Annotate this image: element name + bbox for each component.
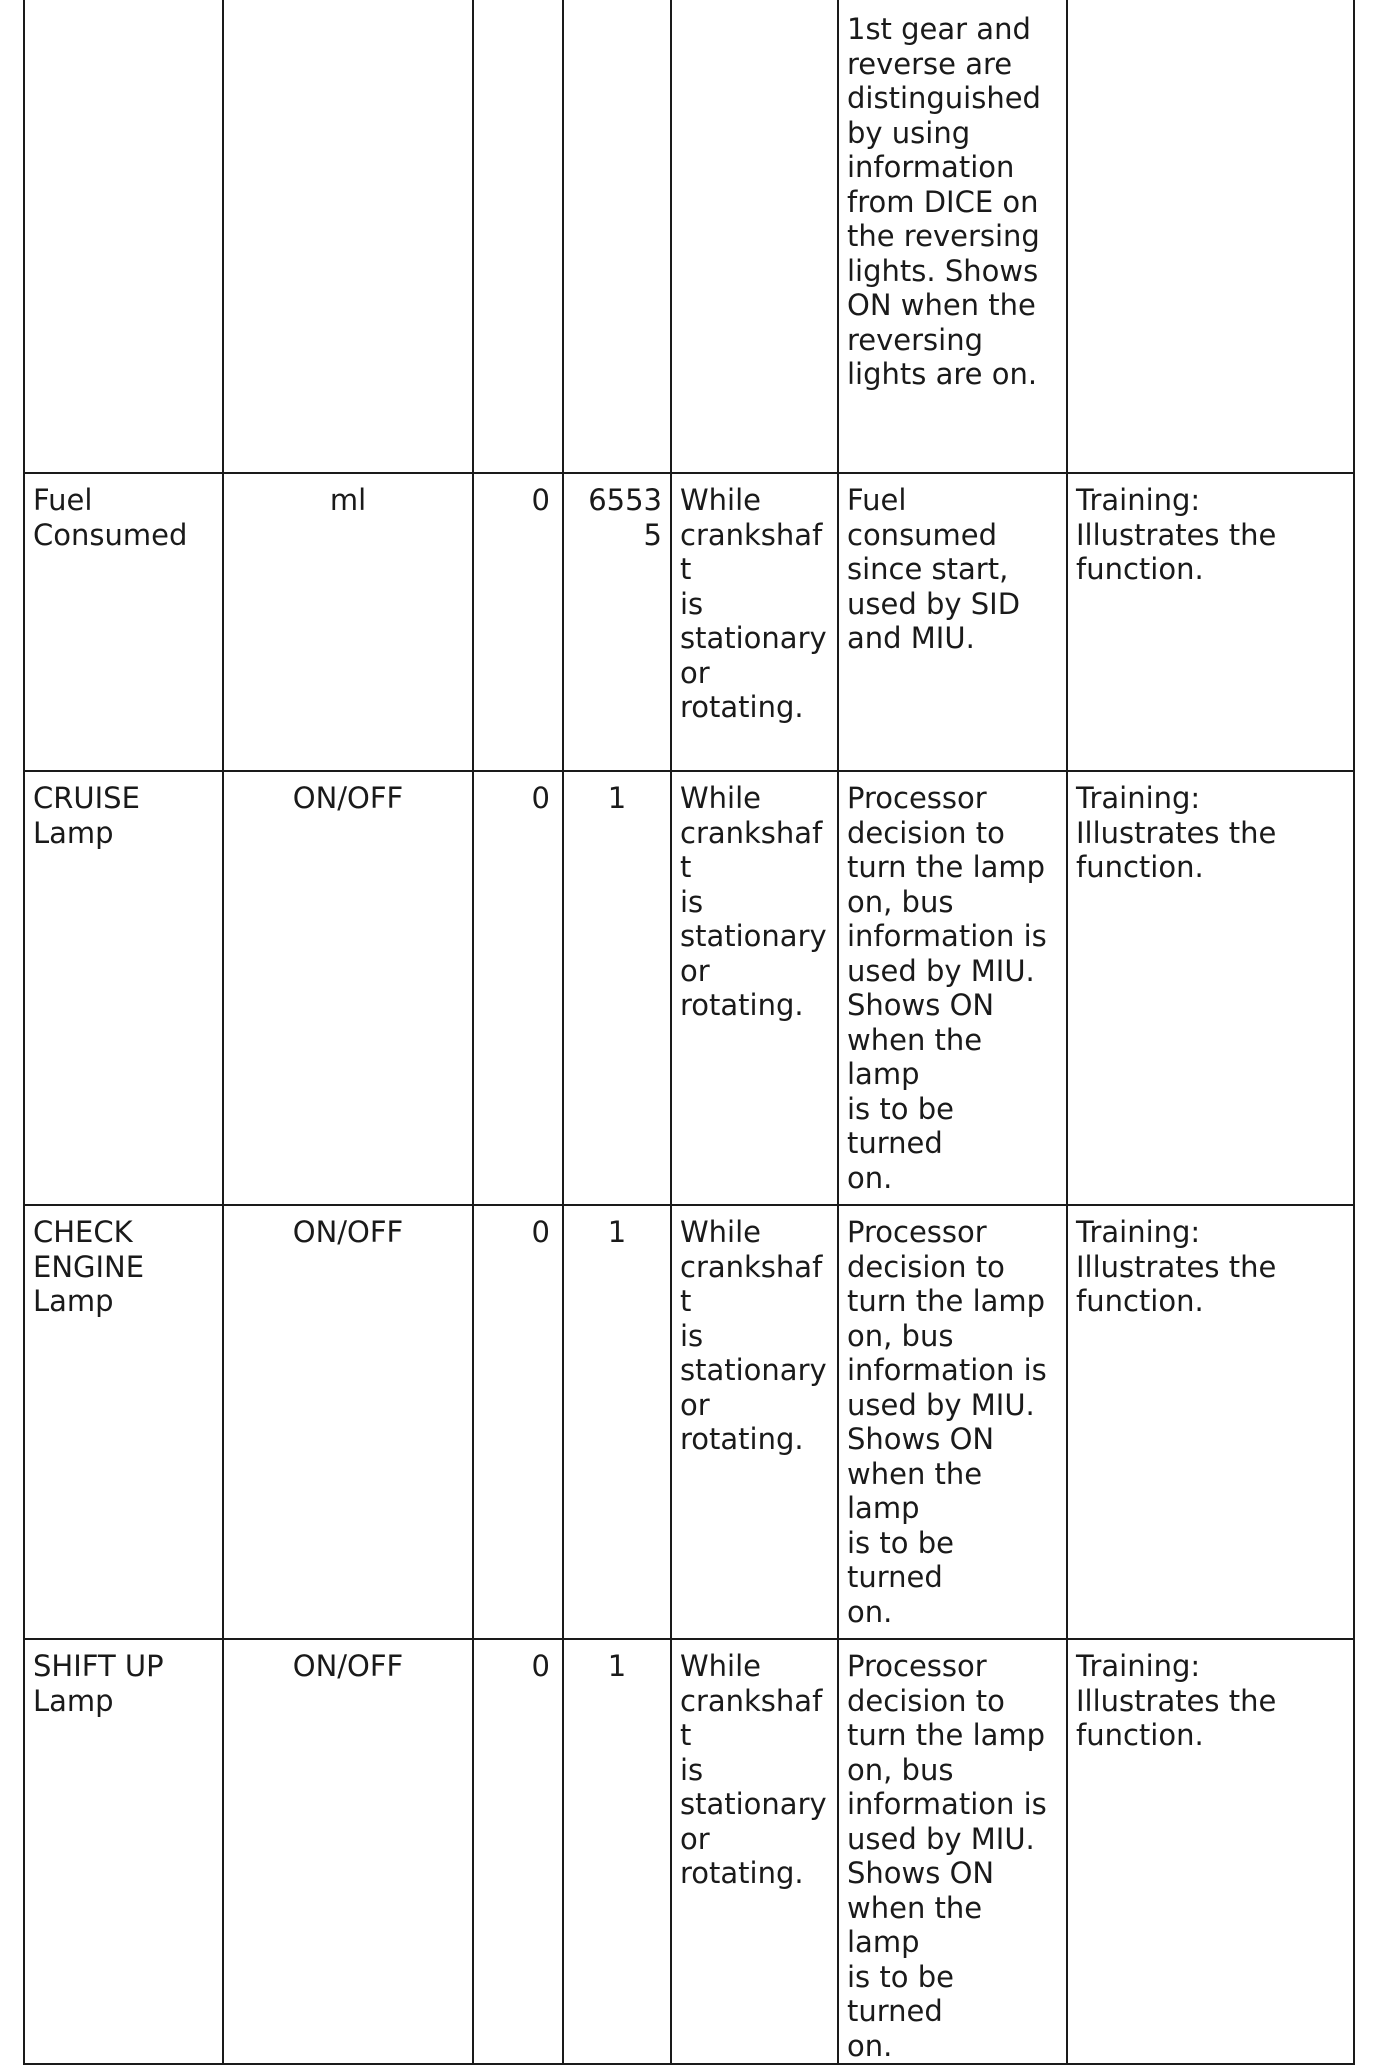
usage-line: function. (1076, 850, 1204, 884)
description-line: Shows ON (847, 1422, 995, 1456)
condition-line: is (680, 884, 704, 919)
condition-line: or (680, 1821, 710, 1856)
condition-line: is (680, 586, 704, 621)
cell-description (838, 1205, 1067, 1639)
cell-max: 1 (563, 771, 671, 1205)
table-row (24, 1205, 1354, 1639)
table-row (24, 473, 1354, 771)
cell-condition (671, 771, 838, 1205)
name-line: Lamp (33, 1284, 114, 1318)
usage-line: Training: (1076, 483, 1201, 517)
name-line: Lamp (33, 815, 114, 850)
cell-unit: ml (223, 473, 473, 771)
usage-line: Illustrates the (1076, 815, 1277, 850)
description-line: 1st gear and (847, 12, 1031, 46)
description-line: Processor (847, 1649, 987, 1683)
description-line: when the lamp (847, 1022, 983, 1091)
condition-line: crankshaft (680, 517, 823, 586)
description-line: since start, (847, 552, 1009, 586)
cell-name (24, 473, 223, 771)
table-row (24, 1639, 1354, 2064)
description-line: decision to (847, 815, 1005, 850)
description-line: used by SID (847, 586, 1021, 621)
usage-line: function. (1076, 1284, 1204, 1318)
cell-usage (1067, 473, 1354, 771)
cell-unit: ON/OFF (223, 771, 473, 1205)
cell-condition (671, 1639, 838, 2064)
cell-condition (671, 0, 838, 473)
description-line: decision to (847, 1249, 1005, 1284)
description-line: Shows ON (847, 988, 995, 1022)
description-line: and MIU. (847, 621, 975, 655)
cell-description (838, 1639, 1067, 2064)
condition-line: rotating. (680, 690, 804, 724)
condition-line: While (680, 483, 762, 517)
condition-line: or (680, 1387, 710, 1422)
condition-line: stationary (680, 919, 827, 953)
condition-line: or (680, 655, 710, 690)
table-row-continued (24, 0, 1354, 473)
cell-unit: ON/OFF (223, 1205, 473, 1639)
condition-line: While (680, 781, 762, 815)
description-line: Fuel (847, 483, 907, 517)
cell-name (24, 1639, 223, 2064)
description-line: reversing (847, 322, 984, 357)
description-line: distinguished (847, 81, 1041, 115)
description-line: turn the lamp (847, 1284, 1046, 1318)
name-line: Consumed (33, 517, 188, 552)
description-line: by using (847, 115, 971, 150)
description-line: when the lamp (847, 1456, 983, 1525)
cell-description (838, 473, 1067, 771)
description-line: lights are on. (847, 357, 1038, 391)
condition-line: crankshaft (680, 1683, 823, 1752)
name-line: Fuel (33, 483, 93, 517)
description-line: Processor (847, 781, 987, 815)
condition-line: stationary (680, 1787, 827, 1821)
description-line: information (847, 150, 1015, 184)
cell-usage (1067, 771, 1354, 1205)
cell-name (24, 0, 223, 473)
cell-min: 0 (473, 1639, 563, 2064)
cell-usage (1067, 1639, 1354, 2064)
cell-name (24, 1205, 223, 1639)
description-line: used by MIU. (847, 1387, 1035, 1422)
name-line: CHECK (33, 1215, 133, 1249)
description-line: is to be turned (847, 1959, 954, 2028)
condition-line: While (680, 1649, 762, 1683)
usage-line: Training: (1076, 781, 1201, 815)
description-line: on. (847, 1160, 893, 1195)
description-line: turn the lamp (847, 850, 1046, 884)
description-line: is to be turned (847, 1525, 954, 1594)
condition-line: is (680, 1318, 704, 1353)
condition-line: stationary (680, 621, 827, 655)
description-line: information is (847, 1787, 1047, 1821)
description-line: ON when the (847, 288, 1036, 322)
usage-line: function. (1076, 1718, 1204, 1752)
description-line: on, bus (847, 1752, 954, 1787)
cell-max: 1 (563, 1205, 671, 1639)
cell-max: 65535 (563, 473, 671, 771)
cell-condition (671, 1205, 838, 1639)
description-line: lights. Shows (847, 253, 1039, 288)
cell-min (473, 0, 563, 473)
description-line: on. (847, 1594, 893, 1629)
description-line: turn the lamp (847, 1718, 1046, 1752)
usage-line: Training: (1076, 1649, 1201, 1683)
description-line: information is (847, 1353, 1047, 1387)
name-line: SHIFT UP (33, 1649, 164, 1683)
description-line: is to be turned (847, 1091, 954, 1160)
description-line: reverse are (847, 46, 1013, 81)
cell-min: 0 (473, 1205, 563, 1639)
cell-max: 1 (563, 1639, 671, 2064)
description-line: Shows ON (847, 1856, 995, 1890)
name-line: CRUISE (33, 781, 140, 815)
cell-unit: ON/OFF (223, 1639, 473, 2064)
description-line: decision to (847, 1683, 1005, 1718)
description-line: Processor (847, 1215, 987, 1249)
cell-description (838, 771, 1067, 1205)
description-line: when the lamp (847, 1890, 983, 1959)
cell-unit (223, 0, 473, 473)
description-line: used by MIU. (847, 1821, 1035, 1856)
cell-usage (1067, 0, 1354, 473)
table-body (24, 0, 1354, 2064)
usage-line: Illustrates the (1076, 1683, 1277, 1718)
usage-line: function. (1076, 552, 1204, 586)
usage-line: Illustrates the (1076, 1249, 1277, 1284)
usage-line: Training: (1076, 1215, 1201, 1249)
condition-line: or (680, 953, 710, 988)
condition-line: rotating. (680, 1856, 804, 1890)
cell-min: 0 (473, 473, 563, 771)
signal-table (23, 0, 1355, 2065)
description-line: information is (847, 919, 1047, 953)
description-line: used by MIU. (847, 953, 1035, 988)
cell-usage (1067, 1205, 1354, 1639)
name-line: Lamp (33, 1683, 114, 1718)
name-line: ENGINE (33, 1249, 145, 1284)
cell-name (24, 771, 223, 1205)
condition-line: rotating. (680, 988, 804, 1022)
condition-line: stationary (680, 1353, 827, 1387)
cell-max (563, 0, 671, 473)
description-line: from DICE on (847, 184, 1039, 219)
condition-line: While (680, 1215, 762, 1249)
cell-min: 0 (473, 771, 563, 1205)
description-line: on, bus (847, 1318, 954, 1353)
usage-line: Illustrates the (1076, 517, 1277, 552)
condition-line: is (680, 1752, 704, 1787)
description-line: consumed (847, 517, 998, 552)
description-line: on. (847, 2028, 893, 2063)
description-line: the reversing (847, 219, 1040, 253)
cell-condition (671, 473, 838, 771)
description-line: on, bus (847, 884, 954, 919)
condition-line: crankshaft (680, 1249, 823, 1318)
table-row (24, 771, 1354, 1205)
condition-line: crankshaft (680, 815, 823, 884)
cell-description (838, 0, 1067, 473)
condition-line: rotating. (680, 1422, 804, 1456)
